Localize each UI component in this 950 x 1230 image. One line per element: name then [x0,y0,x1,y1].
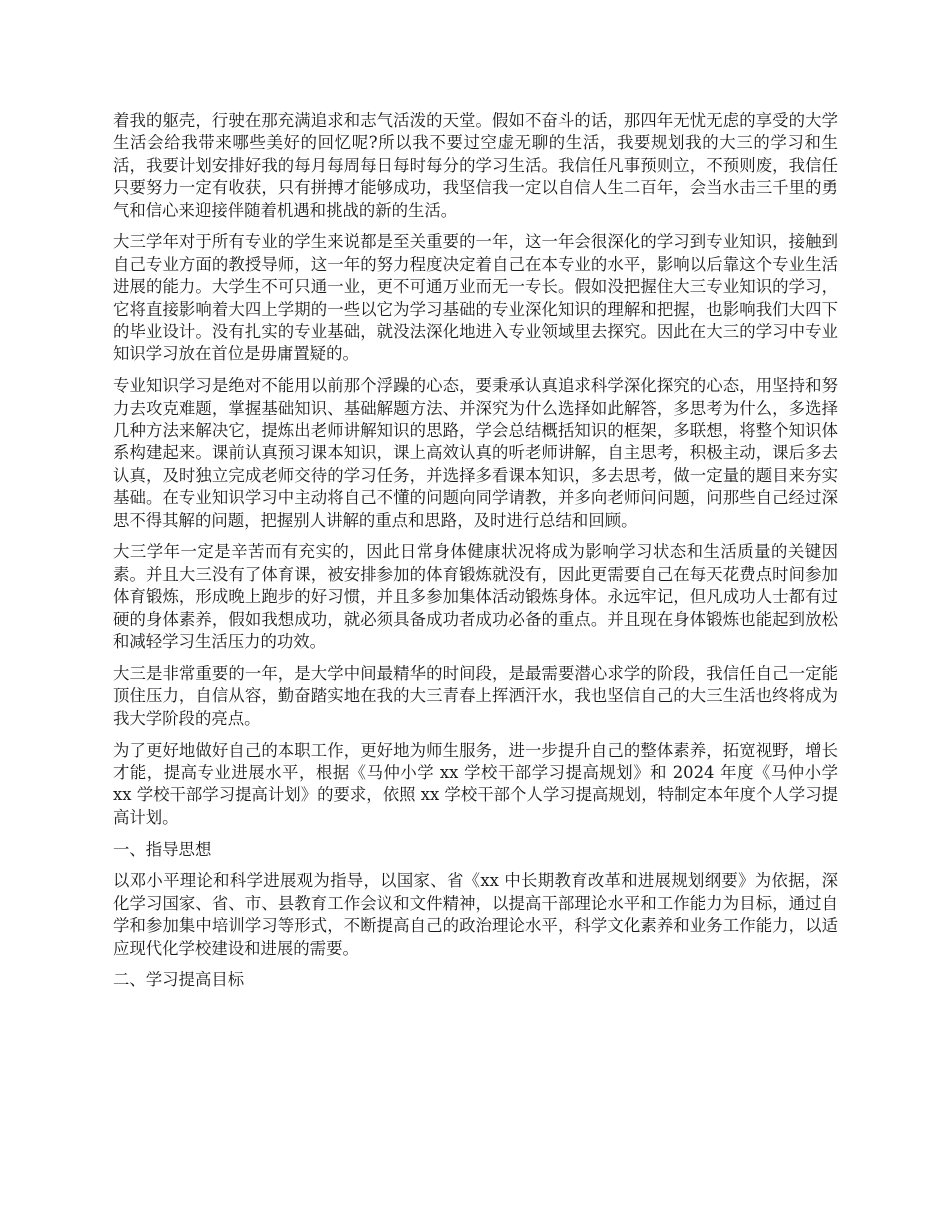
paragraph-4: 大三学年一定是辛苦而有充实的，因此日常身体健康状况将成为影响学习状态和生活质量的关键因素。并且大三没有了体育课，被安排参加的体育锻炼就没有，因此更需要自己在每天花费点时间参加体育锻炼，形成晚上跑步的好习惯，并且多参加集体活动锻炼身体。永远牢记，但凡成功人士都有过硬的身体素养，假如我想成功，就必须具备成功者成功必备的重点。并且现在身体锻炼也能起到放松和减轻学习生活压力的功效。 [113,542,838,652]
section-heading-learning-goals: 二、学习提高目标 [113,970,245,990]
document-page [113,110,838,1001]
paragraph-1: 着我的躯壳，行驶在那充满追求和志气活泼的天堂。假如不奋斗的话，那四年无忧无虑的享受的大学生活会给我带来哪些美好的回忆呢?所以我不要过空虚无聊的生活，我要规划我的大三的学习和生活，我要计划安排好我的每月每周每日每时每分的学习生活。我信任凡事预则立，不预则废，我信任只要努力一定有收获，只有拼搏才能够成功，我坚信我一定以自信人生二百年，会当水击三千里的勇气和信心来迎接伴随着机遇和挑战的新的生活。 [113,111,838,220]
section-heading-guiding-ideology: 一、指导思想 [113,839,212,859]
paragraph-7: 以邓小平理论和科学进展观为指导，以国家、省《xx 中长期教育改革和进展规划纲要》为依据，深化学习国家、省、市、县教育工作会议和文件精神，以提高干部理论水平和工作能力为目标，通过自学和参加集中培训学习等形式，不断提高自己的政治理论水平，科学文化素养和业务工作能力，以适应现代化学校建设和进展的需要。 [113,871,838,958]
paragraph-6: 为了更好地做好自己的本职工作，更好地为师生服务，进一步提升自己的整体素养，拓宽视野，增长才能，提高专业进展水平，根据《马仲小学 xx 学校干部学习提高规划》和 2024 年度《马仲小学 xx 学校干部学习提高计划》的要求，依照 xx 学校干部个人学习提高规划，特制定本年度个人学习提高计划。 [113,740,838,827]
paragraph-3: 专业知识学习是绝对不能用以前那个浮躁的心态，要秉承认真追求科学深化探究的心态，用坚持和努力去攻克难题，掌握基础知识、基础解题方法、并深究为什么选择如此解答，多思考为什么，多选择几种方法来解决它，提炼出老师讲解知识的思路，学会总结概括知识的框架，多联想，将整个知识体系构建起来。课前认真预习课本知识，课上高效认真的听老师讲解，自主思考，积极主动，课后多去认真，及时独立完成老师交待的学习任务，并选择多看课本知识，多去思考，做一定量的题目来夯实基础。在专业知识学习中主动将自己不懂的问题向同学请教，并多向老师问问题，问那些自己经过深思不得其解的问题，把握别人讲解的重点和思路，及时进行总结和回顾。 [113,376,838,530]
paragraph-2: 大三学年对于所有专业的学生来说都是至关重要的一年，这一年会很深化的学习到专业知识，接触到自己专业方面的教授导师，这一年的努力程度决定着自己在本专业的水平，影响以后靠这个专业生活进展的能力。大学生不可只通一业，更不可通万业而无一专长。假如没把握住大三专业知识的学习，它将直接影响着大四上学期的一些以它为学习基础的专业深化知识的理解和把握，也影响我们大四下的毕业设计。没有扎实的专业基础，就没法深化地进入专业领域里去探究。因此在大三的学习中专业知识学习放在首位是毋庸置疑的。 [113,232,838,364]
paragraph-5: 大三是非常重要的一年，是大学中间最精华的时间段，是最需要潜心求学的阶段，我信任自己一定能顶住压力，自信从容，勤奋踏实地在我的大三青春上挥洒汗水，我也坚信自己的大三生活也终将成为我大学阶段的亮点。 [113,663,838,728]
